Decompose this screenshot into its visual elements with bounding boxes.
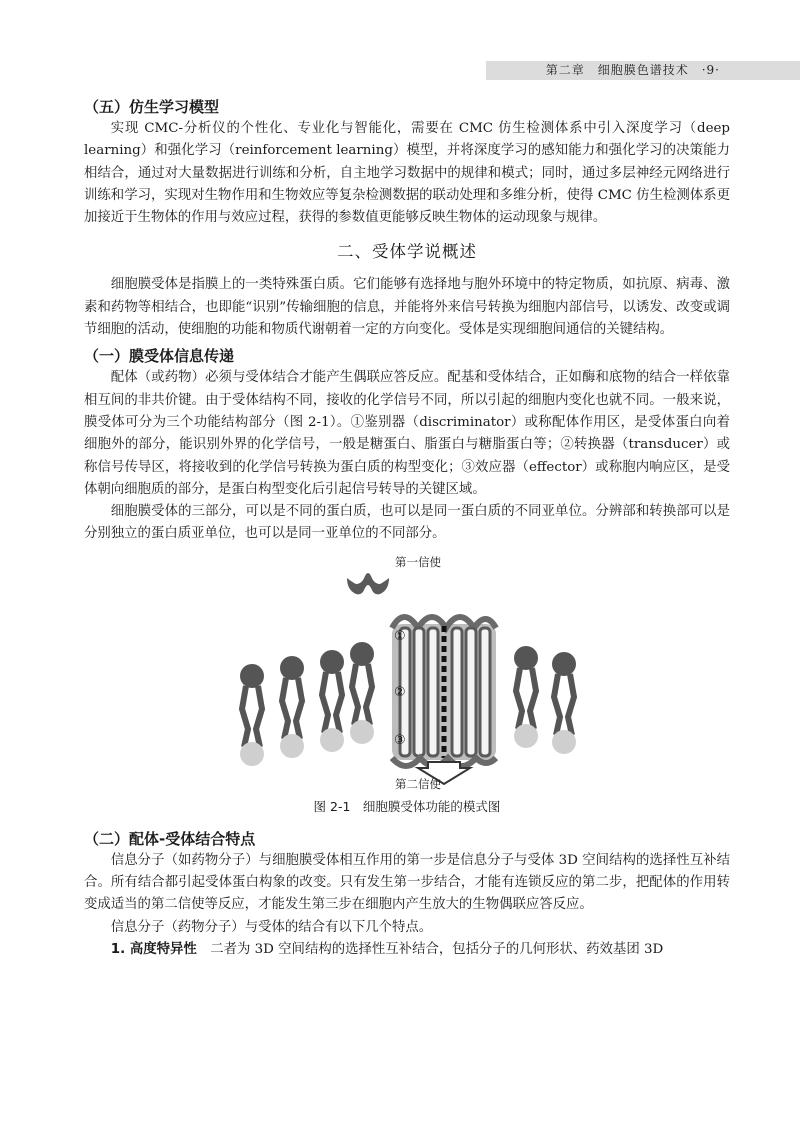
specificity-text: 二者为 3D 空间结构的选择性互补结合，包括分子的几何形状、药效基团 3D <box>196 941 664 957</box>
ligand-shape <box>347 573 389 594</box>
lipid-right-2 <box>552 652 576 754</box>
lipid-left-2 <box>280 656 304 758</box>
lipid-right-1 <box>514 646 538 748</box>
first-messenger-label: 第一信使 <box>395 554 441 569</box>
section-1-title: （一）膜受体信息传递 <box>84 347 235 366</box>
section-1-paragraph-2: 细胞膜受体的三部分，可以是不同的蛋白质，也可以是同一蛋白质的不同亚单位。分辨部和转换部可以是分别独立的蛋白质亚单位，也可以是同一亚单位的不同部分。 <box>84 504 730 542</box>
part-2-paragraph: 细胞膜受体是指膜上的一类特殊蛋白质。它们能够有选择地与胞外环境中的特定物质，如抗原、病毒、激素和药物等相结合，也即能“识别”传输细胞的信息，并能将外来信号转换为细胞内部信号，以诱发、改变或调节细胞的活动，使细胞的功能和物质代谢朝着一定的方向变化。受体是实现细胞间通信的关键结构。 <box>84 277 730 338</box>
page-content <box>84 96 730 961</box>
lipid-left-4 <box>350 642 374 744</box>
section-2-paragraph-3 <box>84 939 730 961</box>
receptor-diagram <box>234 554 584 794</box>
lipid-left-3 <box>320 650 344 752</box>
running-header: 第二章 细胞膜色谱技术 ·9· <box>545 63 720 77</box>
section-2-paragraph-2: 信息分子（药物分子）与受体的结合有以下几个特点。 <box>110 919 433 935</box>
lipid-left-1 <box>240 664 264 766</box>
marker-2: ② <box>394 684 406 700</box>
section-2-paragraph-1: 信息分子（如药物分子）与细胞膜受体相互作用的第一步是信息分子与受体 3D 空间结构的选择性互补结合。所有结合都引起受体蛋白构象的改变。只有发生第一步结合，才能有连锁反应的第二步，把配体的作用转变成适当的第二信使等反应，才能发生第三步在细胞内产生放大的生物偶联应答反应。 <box>84 852 730 913</box>
figure-2-1 <box>84 554 730 822</box>
section-5-paragraph: 实现 CMC-分析仪的个性化、专业化与智能化，需要在 CMC 仿生检测体系中引入深度学习（deep learning）和强化学习（reinforcement learning）模型，并将深度学习的感知能力和强化学习的决策能力相结合，通过对大量数据进行训练和分析，自主地学习数据中的规律和模式；同时，通过多层神经元网络进行训练和学习，实现对生物作用和生物效应等复杂检测数据的联动处理和多维分析，使得 CMC 仿生检测体系更加接近于生物体的作用与效应过程，获得的参数值更能够反映生物体的运动现象与规律。 <box>84 121 730 226</box>
figure-caption: 图 2-1 细胞膜受体功能的模式图 <box>313 798 501 814</box>
section-2-title: （二）配体-受体结合特点 <box>84 829 256 848</box>
receptor-protein <box>392 617 496 766</box>
part-2-title: 二、受体学说概述 <box>337 242 477 262</box>
marker-1: ① <box>394 628 406 644</box>
second-messenger-label: 第二信使 <box>395 776 441 791</box>
section-1-paragraph-1: 配体（或药物）必须与受体结合才能产生偶联应答反应。配基和受体结合，正如酶和底物的结合一样依靠相互间的非共价键。由于受体结构不同，接收的化学信号不同，所以引起的细胞内变化也就不同。一般来说，膜受体可分为三个功能结构部分（图 2-1）。①鉴别器（discriminator）或称配体作用区，是受体蛋白向着细胞外的部分，能识别外界的化学信号，一般是糖蛋白、脂蛋白与糖脂蛋白等；②转换器（transducer）或称信号传导区，将接收到的化学信号转换为蛋白质的构型变化；③效应器（effector）或称胞内响应区，是受体朝向细胞质的部分，是蛋白构型变化后引起信号转导的关键区域。 <box>84 370 730 497</box>
section-5-title: （五）仿生学习模型 <box>84 98 220 116</box>
marker-3: ③ <box>394 732 406 748</box>
specificity-lead: 1. 高度特异性 <box>110 941 197 957</box>
